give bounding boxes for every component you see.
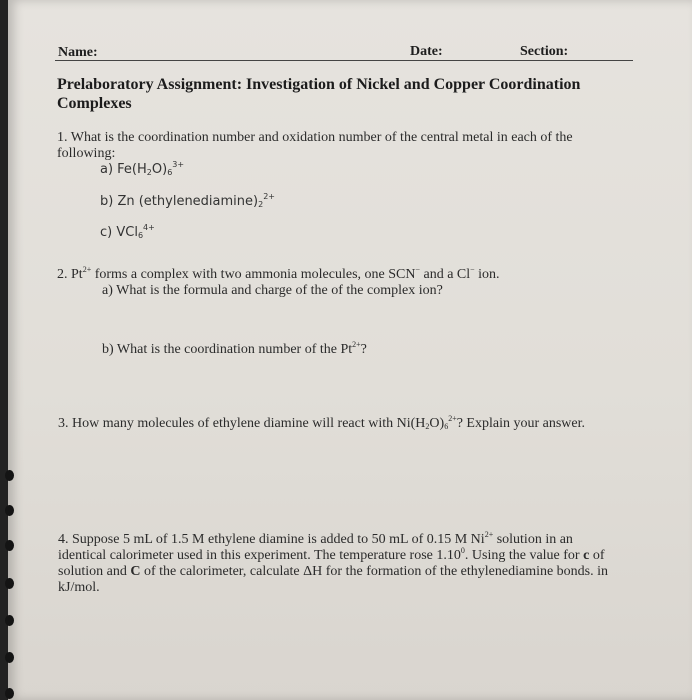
question-1-cont: following:	[57, 146, 116, 161]
question-3: 3. How many molecules of ethylene diamine will react with $Ni(H_2O)_6^{2+}$? Explain your answer.	[58, 414, 585, 431]
binder-hole	[5, 615, 14, 626]
header-rule	[55, 60, 633, 61]
question-4-line3: solution and C of the calorimeter, calculate ΔH for the formation of the ethylenediamine bonds. in	[58, 564, 609, 579]
question-1c: c) VCl$_6^{4+}$	[100, 223, 155, 240]
question-2: 2. $Pt^{2+}$ forms a complex with two ammonia molecules, one SCN− and a Cl− ion.	[57, 265, 500, 282]
binder-hole	[5, 688, 14, 699]
question-4-line4: kJ/mol.	[58, 580, 100, 595]
question-4: 4. Suppose 5 mL of 1.5 M ethylene diamine is added to 50 mL of 0.15 M $Ni^{2+}$ solution in an	[58, 530, 573, 547]
question-1b: b) Zn $(ethylenediamine)_2^{2+}$	[100, 192, 275, 209]
question-4-line2: identical calorimeter used in this experiment. The temperature rose 1.10$^0$. Using the value for c of	[58, 546, 605, 563]
binder-hole	[5, 505, 14, 516]
question-2a: a) What is the formula and charge of the of the complex ion?	[102, 283, 443, 298]
binder-hole	[5, 470, 14, 481]
question-2b: b) What is the coordination number of the $Pt^{2+}$?	[102, 340, 367, 357]
assignment-title-cont: Complexes	[57, 95, 132, 112]
binder-hole	[5, 540, 14, 551]
assignment-title: Prelaboratory Assignment: Investigation of Nickel and Copper Coordination	[57, 76, 581, 93]
section-label: Section:	[520, 44, 569, 59]
binder-hole	[5, 578, 14, 589]
name-label: Name:	[58, 45, 98, 60]
question-1: 1. What is the coordination number and oxidation number of the central metal in each of the	[57, 130, 573, 145]
binder-hole	[5, 652, 14, 663]
question-1a: a) $Fe(H_2O)_6^{3+}$	[100, 160, 185, 177]
date-label: Date:	[410, 44, 443, 59]
